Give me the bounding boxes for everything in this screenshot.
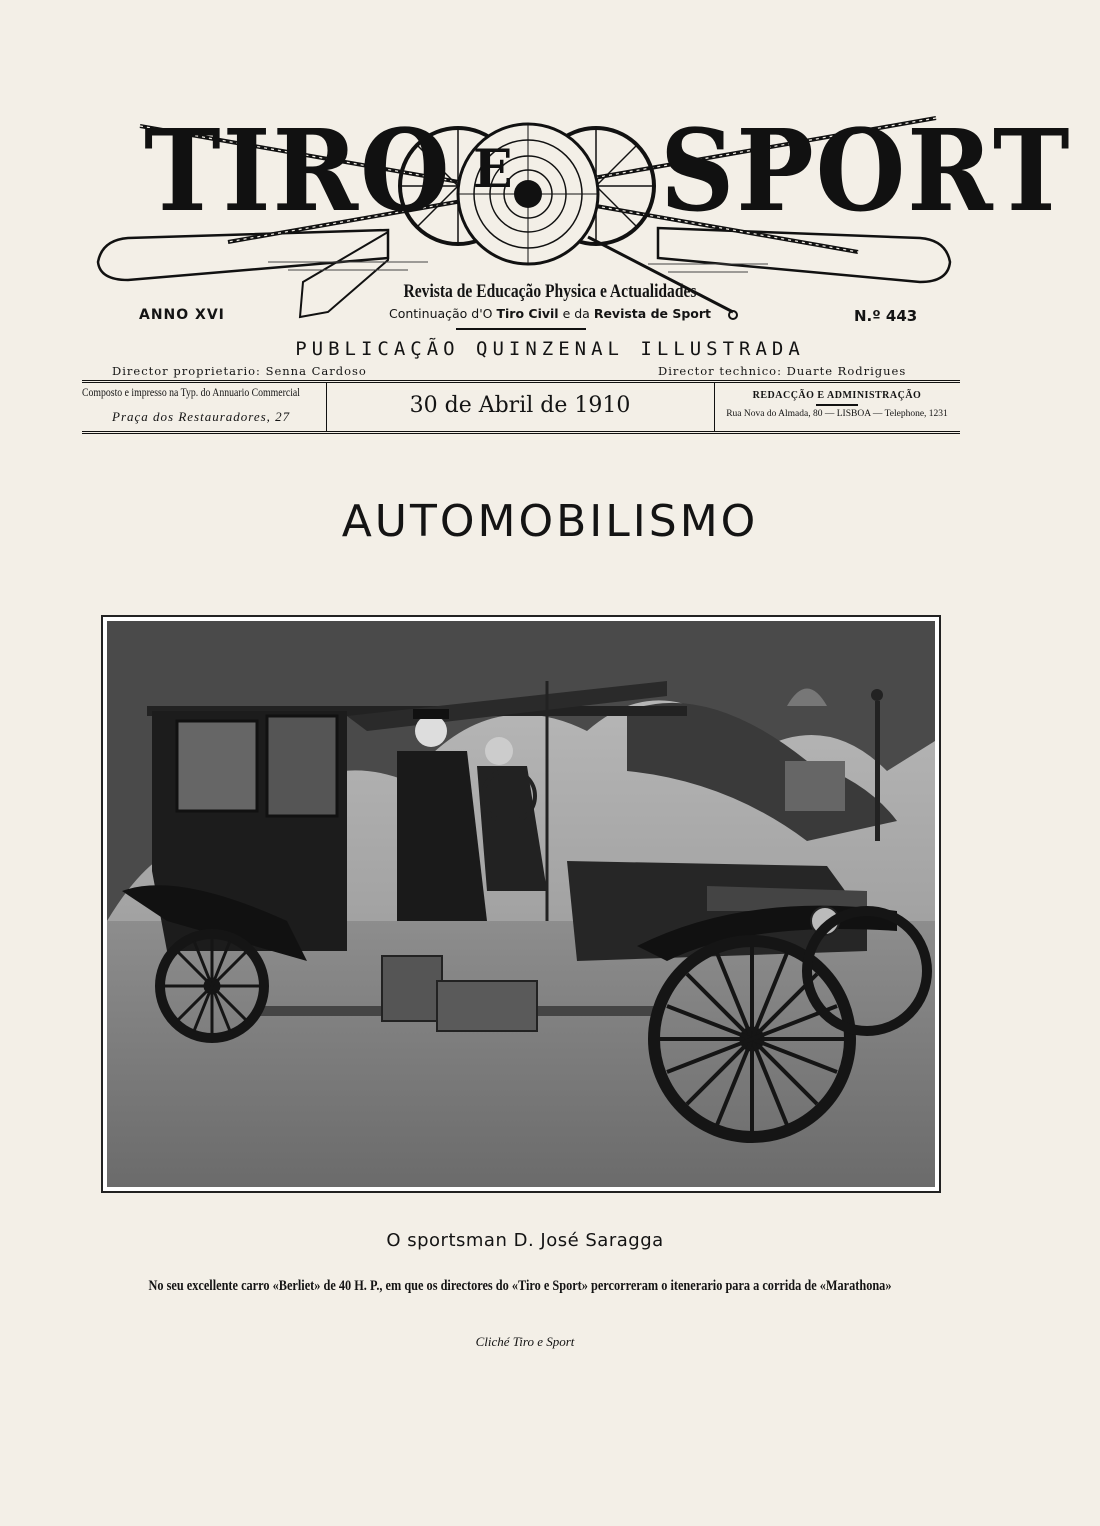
- masthead-title-e: E: [473, 139, 515, 200]
- magazine-subtitle: Revista de Educação Physica e Actualidades: [403, 281, 697, 302]
- photo-caption-body: No seu excellente carro «Berliet» de 40 H. P., em que os directores do «Tiro e Sport» percorreram o itenerario para a corrida de «Marathona»: [148, 1278, 892, 1294]
- redaccao-address: Rua Nova do Almada, 80 — LISBOA — Telephone, 1231: [726, 409, 948, 419]
- issue-year: ANNO XVI: [139, 307, 225, 323]
- continuation-prefix: Continuação d'O: [388, 306, 493, 321]
- continuation-mid: e da: [562, 306, 590, 321]
- issue-number: N.º 443: [854, 307, 918, 325]
- continuation-line: [0, 306, 1100, 321]
- redaccao-title: REDACÇÃO E ADMINISTRAÇÃO: [752, 390, 922, 401]
- car-photograph: [101, 615, 941, 1193]
- director-technico: Director technico: Duarte Rodrigues: [658, 364, 907, 378]
- redaccao-cell: [714, 383, 960, 431]
- photo-caption-title: O sportsman D. José Saragga: [386, 1230, 664, 1251]
- director-proprietario: Director proprietario: Senna Cardoso: [112, 364, 367, 378]
- info-bar: [82, 380, 960, 434]
- car-photo-illustration: [107, 621, 935, 1187]
- redaccao-divider: [816, 404, 858, 406]
- masthead-title-left: TIRO: [144, 106, 452, 237]
- issue-date: 30 de Abril de 1910: [409, 393, 631, 418]
- subtitle-divider: [456, 328, 586, 330]
- typography-cell: [82, 383, 327, 431]
- date-cell: [326, 383, 715, 431]
- publication-line: PUBLICAÇÃO QUINZENAL ILLUSTRADA: [295, 338, 805, 360]
- article-heading: AUTOMOBILISMO: [341, 496, 759, 547]
- continuation-tiro: Tiro Civil: [496, 306, 559, 321]
- continuation-revista: Revista de Sport: [593, 306, 712, 321]
- typography-line-2: Praça dos Restauradores, 27: [112, 409, 291, 424]
- masthead-title-right: SPORT: [660, 106, 1072, 237]
- typography-line-1: Composto e impresso na Typ. do Annuario Commercial: [82, 387, 300, 399]
- photo-credit: Cliché Tiro e Sport: [475, 1334, 575, 1349]
